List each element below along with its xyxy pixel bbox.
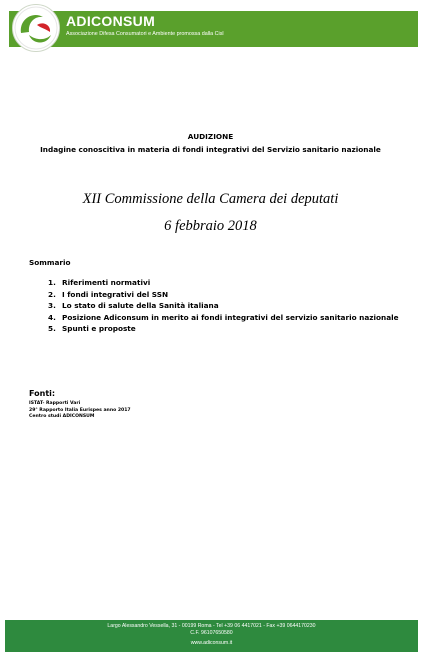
- summary-item-number: 5.: [48, 324, 56, 334]
- footer-website-link[interactable]: www.adiconsum.it: [190, 640, 233, 646]
- document-subject: Indagine conoscitiva in materia di fondi integrativi del Servizio sanitario nazionale: [40, 145, 381, 154]
- footer-tax-code: C.F. 96107650580: [190, 630, 233, 636]
- sources-heading: Fonti:: [29, 389, 56, 398]
- summary-list: [48, 277, 399, 335]
- summary-item: [48, 323, 399, 335]
- footer-bar: [5, 620, 418, 652]
- summary-item-label: I fondi integrativi del SSN: [62, 289, 169, 299]
- summary-item: [48, 289, 399, 301]
- sources-list: [29, 401, 131, 421]
- summary-item-label: Spunti e proposte: [62, 324, 136, 334]
- summary-item-number: 1.: [48, 278, 56, 287]
- summary-item-label: Lo stato di salute della Sanità italiana: [62, 301, 219, 311]
- summary-heading: Sommario: [29, 258, 71, 267]
- brand-name: ADICONSUM: [66, 13, 156, 29]
- commission-title: XII Commissione della Camera dei deputati: [82, 191, 339, 207]
- summary-item-number: 2.: [48, 289, 56, 299]
- summary-item-label: Riferimenti normativi: [62, 278, 151, 287]
- document-type-heading: AUDIZIONE: [187, 132, 234, 141]
- summary-item-label: Posizione Adiconsum in merito ai fondi integrativi del servizio sanitario nazionale: [62, 312, 399, 322]
- brand-tagline: Associazione Difesa Consumatori e Ambiente promossa dalla Cisl: [66, 31, 224, 37]
- source-item: ISTAT- Rapporti Vari: [29, 401, 81, 406]
- summary-item-number: 3.: [48, 301, 56, 311]
- summary-item: [48, 277, 399, 289]
- adiconsum-logo-icon: [12, 4, 60, 52]
- summary-item: [48, 312, 399, 324]
- summary-item-number: 4.: [48, 312, 56, 322]
- footer-address: Largo Alessandro Vessella, 31 - 00199 Roma - Tel +39 06 4417021 - Fax +39 0644170230: [107, 623, 316, 629]
- summary-item: [48, 300, 399, 312]
- source-item: 29° Rapporto Italia Eurispes anno 2017: [29, 407, 131, 413]
- source-item: Centro studi ADICONSUM: [29, 414, 95, 420]
- document-date: 6 febbraio 2018: [164, 218, 257, 234]
